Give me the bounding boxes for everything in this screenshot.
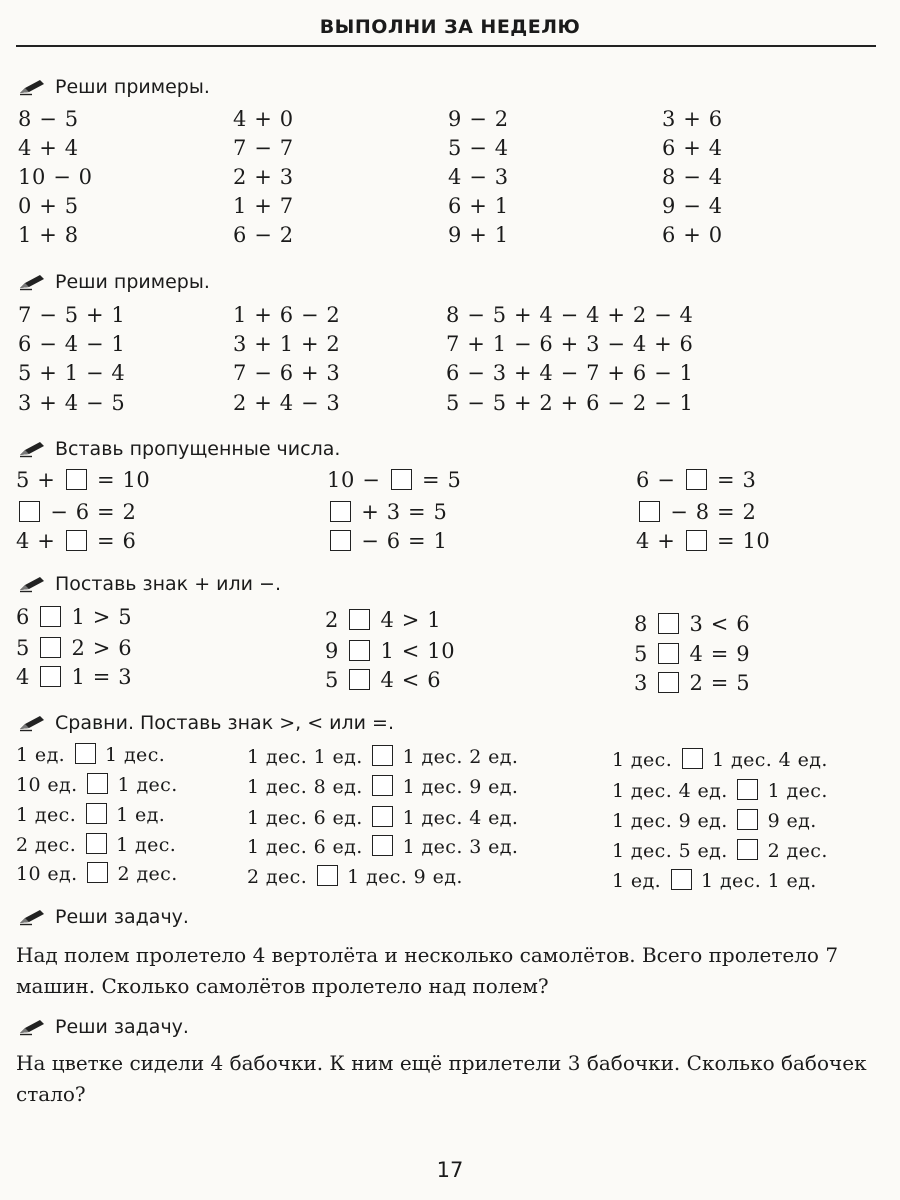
expression-text: 0 + 5 (18, 194, 79, 218)
task-instruction: Сравни. Поставь знак >, < или =. (55, 712, 395, 734)
expression-text: 5 − 5 + 2 + 6 − 2 − 1 (446, 391, 694, 415)
math-expression (446, 391, 694, 415)
equation-number: 8 (634, 612, 648, 636)
fill-in-equation (636, 529, 770, 553)
compare-item (16, 743, 165, 766)
compare-item (612, 748, 828, 771)
sign-equation (325, 639, 455, 663)
expression-text: 5 − 4 (448, 136, 509, 160)
fill-in-equation (636, 468, 756, 492)
expression-text: 6 − 4 − 1 (18, 332, 126, 356)
fill-in-equation (16, 468, 150, 492)
fill-in-equation (16, 529, 136, 553)
task-heading (18, 271, 210, 293)
task-instruction: Реши примеры. (55, 271, 210, 293)
expression-text: 6 + 4 (662, 136, 723, 160)
sign-equation (325, 608, 441, 632)
compare-left: 2 дес. (247, 866, 308, 888)
compare-box[interactable] (87, 773, 108, 794)
math-expression (233, 361, 340, 385)
equation-right: − 6 = 1 (361, 529, 448, 553)
problem-text (16, 940, 876, 1002)
task-heading (18, 906, 189, 928)
equation-left: 6 − (636, 468, 676, 492)
expression-text: 4 + 4 (18, 136, 79, 160)
compare-right: 1 дес. 1 ед. (701, 870, 817, 892)
task-instruction: Реши задачу. (55, 906, 189, 928)
compare-left: 1 дес. (16, 804, 77, 826)
equation-right: 1 = 3 (71, 665, 133, 689)
compare-left: 1 дес. 6 ед. (247, 836, 363, 858)
equation-right: = 10 (717, 529, 771, 553)
math-expression (18, 303, 125, 327)
fill-in-equation (16, 500, 136, 524)
problem-text (16, 1048, 876, 1110)
math-expression (662, 136, 723, 160)
equation-left: 5 + (16, 468, 56, 492)
pencil-icon (18, 273, 46, 291)
equation-left: 4 + (16, 529, 56, 553)
expression-text: 3 + 6 (662, 107, 723, 131)
compare-right: 1 дес. (117, 774, 178, 796)
compare-left: 1 дес. (612, 749, 673, 771)
expression-text: 7 + 1 − 6 + 3 − 4 + 6 (446, 332, 694, 356)
expression-text: 10 − 0 (18, 165, 93, 189)
equation-right: 4 > 1 (380, 608, 442, 632)
math-expression (18, 165, 93, 189)
math-expression (233, 136, 294, 160)
fill-in-equation (327, 468, 461, 492)
sign-box[interactable] (40, 637, 61, 658)
compare-right: 2 дес. (767, 840, 828, 862)
compare-box[interactable] (75, 743, 96, 764)
math-expression (233, 107, 294, 131)
compare-box[interactable] (682, 748, 703, 769)
expression-text: 6 − 2 (233, 223, 294, 247)
compare-right: 1 ед. (116, 804, 166, 826)
math-expression (233, 391, 340, 415)
math-expression (18, 332, 125, 356)
task-heading (18, 76, 210, 98)
sign-equation (16, 636, 132, 660)
answer-box[interactable] (330, 501, 351, 522)
compare-box[interactable] (372, 806, 393, 827)
compare-left: 1 ед. (16, 744, 66, 766)
task-instruction: Реши задачу. (55, 1016, 189, 1038)
math-expression (448, 165, 509, 189)
compare-box[interactable] (737, 779, 758, 800)
compare-left: 1 дес. 4 ед. (612, 780, 728, 802)
compare-right: 1 дес. 9 ед. (347, 866, 463, 888)
expression-text: 1 + 6 − 2 (233, 303, 341, 327)
pencil-icon (18, 575, 46, 593)
compare-left: 10 ед. (16, 863, 78, 885)
expression-text: 3 + 1 + 2 (233, 332, 341, 356)
math-expression (233, 165, 294, 189)
expression-text: 6 + 1 (448, 194, 509, 218)
compare-item (247, 745, 518, 768)
equation-number: 5 (634, 642, 648, 666)
task-heading (18, 573, 281, 595)
expression-text: 2 + 3 (233, 165, 294, 189)
equation-right: = 10 (97, 468, 151, 492)
sign-equation (325, 668, 441, 692)
equation-right: 1 > 5 (71, 605, 133, 629)
compare-left: 1 дес. 5 ед. (612, 840, 728, 862)
compare-left: 1 дес. 1 ед. (247, 746, 363, 768)
math-expression (233, 332, 340, 356)
task-instruction: Поставь знак + или −. (55, 573, 281, 595)
compare-left: 1 дес. 6 ед. (247, 807, 363, 829)
answer-box[interactable] (391, 469, 412, 490)
compare-box[interactable] (737, 809, 758, 830)
expression-text: 4 + 0 (233, 107, 294, 131)
fill-in-equation (327, 500, 447, 524)
math-expression (18, 223, 79, 247)
math-expression (448, 136, 509, 160)
equation-right: = 6 (97, 529, 137, 553)
pencil-icon (18, 1018, 46, 1036)
math-expression (662, 194, 723, 218)
equation-number: 6 (16, 605, 30, 629)
compare-right: 9 ед. (767, 810, 817, 832)
compare-item (247, 835, 518, 858)
math-expression (446, 361, 694, 385)
compare-right: 1 дес. 4 ед. (712, 749, 828, 771)
fill-in-equation (327, 529, 447, 553)
answer-box[interactable] (19, 501, 40, 522)
task-heading (18, 438, 340, 460)
compare-right: 1 дес. (105, 744, 166, 766)
compare-box[interactable] (372, 775, 393, 796)
answer-box[interactable] (66, 469, 87, 490)
equation-number: 3 (634, 671, 648, 695)
compare-box[interactable] (86, 833, 107, 854)
expression-text: 7 − 6 + 3 (233, 361, 341, 385)
equation-number: 9 (325, 639, 339, 663)
compare-box[interactable] (87, 862, 108, 883)
sign-equation (16, 605, 132, 629)
header-divider (16, 45, 876, 47)
expression-text: 7 − 5 + 1 (18, 303, 126, 327)
equation-number: 2 (325, 608, 339, 632)
math-expression (18, 361, 125, 385)
equation-right: 2 > 6 (71, 636, 133, 660)
equation-right: + 3 = 5 (361, 500, 448, 524)
pencil-icon (18, 440, 46, 458)
compare-item (247, 775, 518, 798)
compare-item (612, 839, 828, 862)
math-expression (233, 223, 294, 247)
expression-text: 3 + 4 − 5 (18, 391, 126, 415)
equation-number: 4 (16, 665, 30, 689)
pencil-icon (18, 78, 46, 96)
compare-left: 1 ед. (612, 870, 662, 892)
math-expression (233, 303, 340, 327)
answer-box[interactable] (639, 501, 660, 522)
compare-item (16, 862, 178, 885)
equation-right: 2 = 5 (689, 671, 751, 695)
sign-box[interactable] (349, 609, 370, 630)
compare-item (16, 773, 178, 796)
sign-equation (634, 642, 750, 666)
compare-box[interactable] (372, 745, 393, 766)
expression-text: 6 + 0 (662, 223, 723, 247)
answer-box[interactable] (686, 469, 707, 490)
equation-right: − 6 = 2 (50, 500, 137, 524)
expression-text: 9 − 2 (448, 107, 509, 131)
task-heading (18, 1016, 189, 1038)
math-expression (18, 136, 79, 160)
expression-text: 8 − 5 (18, 107, 79, 131)
math-expression (18, 194, 79, 218)
pencil-icon (18, 714, 46, 732)
compare-right: 1 дес. 3 ед. (402, 836, 519, 858)
sign-box[interactable] (349, 640, 370, 661)
compare-right: 1 дес. 4 ед. (402, 807, 519, 829)
expression-text: 9 + 1 (448, 223, 509, 247)
sign-box[interactable] (40, 606, 61, 627)
expression-text: 5 + 1 − 4 (18, 361, 126, 385)
pencil-icon (18, 908, 46, 926)
fill-in-equation (636, 500, 756, 524)
math-expression (446, 332, 694, 356)
math-expression (662, 223, 723, 247)
problem-sentence: На цветке сидели 4 бабочки. К ним ещё прилетели 3 бабочки. Сколько бабочек стало? (16, 1051, 867, 1106)
sign-box[interactable] (349, 669, 370, 690)
expression-text: 9 − 4 (662, 194, 723, 218)
expression-text: 6 − 3 + 4 − 7 + 6 − 1 (446, 361, 694, 385)
compare-right: 1 дес. (767, 780, 828, 802)
compare-item (612, 809, 817, 832)
compare-left: 1 дес. 9 ед. (612, 810, 728, 832)
expression-text: 2 + 4 − 3 (233, 391, 341, 415)
compare-item (612, 779, 828, 802)
math-expression (18, 391, 125, 415)
expression-text: 8 − 5 + 4 − 4 + 2 − 4 (446, 303, 694, 327)
expression-text: 7 − 7 (233, 136, 294, 160)
equation-number: 5 (16, 636, 30, 660)
problem-sentence: Над полем пролетело 4 вертолёта и несколько самолётов. Всего пролетело 7 машин. Сколько самолётов пролетело над полем? (16, 943, 839, 998)
compare-left: 1 дес. 8 ед. (247, 776, 363, 798)
answer-box[interactable] (66, 530, 87, 551)
math-expression (662, 107, 723, 131)
math-expression (446, 303, 694, 327)
equation-right: − 8 = 2 (670, 500, 757, 524)
math-expression (448, 223, 509, 247)
expression-text: 1 + 8 (18, 223, 79, 247)
sign-box[interactable] (658, 613, 679, 634)
compare-box[interactable] (317, 865, 338, 886)
sign-box[interactable] (40, 666, 61, 687)
math-expression (18, 107, 79, 131)
page-number: 17 (436, 1158, 464, 1182)
task-instruction: Реши примеры. (55, 76, 210, 98)
compare-right: 2 дес. (117, 863, 178, 885)
compare-item (16, 803, 165, 826)
expression-text: 4 − 3 (448, 165, 509, 189)
compare-item (247, 865, 463, 888)
equation-number: 5 (325, 668, 339, 692)
equation-right: 3 < 6 (689, 612, 751, 636)
expression-text: 1 + 7 (233, 194, 294, 218)
math-expression (448, 107, 509, 131)
equation-left: 4 + (636, 529, 676, 553)
compare-right: 1 дес. 9 ед. (402, 776, 519, 798)
compare-box[interactable] (372, 835, 393, 856)
math-expression (662, 165, 723, 189)
compare-item (612, 869, 817, 892)
sign-box[interactable] (658, 643, 679, 664)
equation-left: 10 − (327, 468, 381, 492)
sign-equation (634, 671, 750, 695)
compare-item (16, 833, 176, 856)
compare-box[interactable] (671, 869, 692, 890)
answer-box[interactable] (330, 530, 351, 551)
task-heading (18, 712, 394, 734)
compare-box[interactable] (86, 803, 107, 824)
answer-box[interactable] (686, 530, 707, 551)
sign-equation (634, 612, 750, 636)
math-expression (448, 194, 509, 218)
task-instruction: Вставь пропущенные числа. (55, 438, 341, 460)
equation-right: 4 < 6 (380, 668, 442, 692)
page-header-title: ВЫПОЛНИ ЗА НЕДЕЛЮ (319, 16, 581, 38)
compare-box[interactable] (737, 839, 758, 860)
compare-right: 1 дес. 2 ед. (402, 746, 519, 768)
equation-right: = 3 (717, 468, 757, 492)
compare-left: 10 ед. (16, 774, 78, 796)
compare-left: 2 дес. (16, 834, 77, 856)
sign-equation (16, 665, 132, 689)
equation-right: = 5 (421, 468, 462, 492)
equation-right: 4 = 9 (689, 642, 751, 666)
math-expression (233, 194, 294, 218)
expression-text: 8 − 4 (662, 165, 723, 189)
compare-right: 1 дес. (116, 834, 177, 856)
compare-item (247, 806, 518, 829)
equation-right: 1 < 10 (380, 639, 456, 663)
sign-box[interactable] (658, 672, 679, 693)
